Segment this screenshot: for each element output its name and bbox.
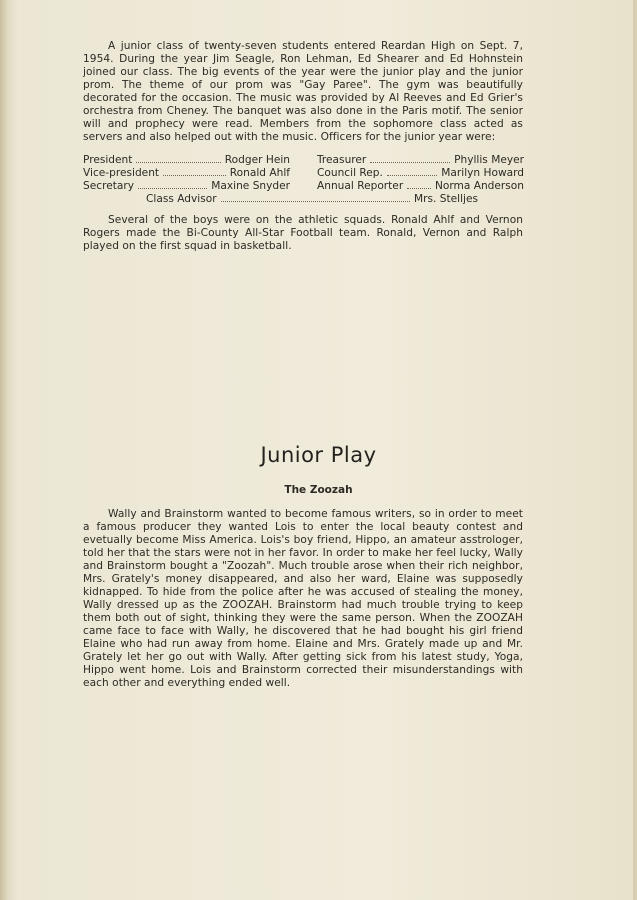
officer-title: Council Rep. bbox=[317, 167, 383, 179]
dot-leader bbox=[407, 179, 431, 189]
athletics-paragraph: Several of the boys were on the athletic squads. Ronald Ahlf and Vernon Rogers made the Bi-County All-Star Football team. Ronald, Vernon and Ralph played on the first squad in basketball. bbox=[83, 214, 523, 252]
officer-title: Vice-president bbox=[83, 167, 160, 179]
officer-name: Norma Anderson bbox=[434, 180, 524, 192]
officer-annual-reporter bbox=[317, 179, 524, 193]
officer-vice-president bbox=[83, 166, 290, 180]
officer-title: President bbox=[83, 154, 133, 166]
dot-leader bbox=[387, 166, 437, 176]
junior-play-heading: Junior Play bbox=[260, 443, 377, 467]
dot-leader bbox=[221, 192, 410, 202]
officer-title: Annual Reporter bbox=[317, 180, 404, 192]
officer-name: Mrs. Stelljes bbox=[413, 193, 478, 205]
officer-president bbox=[83, 153, 290, 167]
officer-secretary bbox=[83, 179, 290, 193]
officer-name: Ronald Ahlf bbox=[229, 167, 290, 179]
officer-name: Maxine Snyder bbox=[211, 180, 290, 192]
officer-name: Marilyn Howard bbox=[441, 167, 524, 179]
officer-title: Secretary bbox=[83, 180, 134, 192]
dot-leader bbox=[370, 153, 450, 163]
officer-name: Rodger Hein bbox=[224, 154, 290, 166]
officer-treasurer bbox=[317, 153, 524, 167]
dot-leader bbox=[136, 153, 220, 163]
officer-title: Class Advisor bbox=[146, 193, 217, 205]
play-subtitle: The Zoozah bbox=[284, 484, 353, 496]
dot-leader bbox=[163, 166, 226, 176]
play-synopsis-paragraph: Wally and Brainstorm wanted to become famous writers, so in order to meet a famous producer they wanted Lois to enter the local beauty contest and evetually become Miss America. Lois's boy friend, Hippo, an amateur asstrologer, told her that the stars were not in her favor. In order to make her feel lucky, Wally and Brainstorm bought a "Zoozah". Much trouble arose when their rich neighbor, Mrs. Grately's money disappeared, and also her ward, Elaine was supposedly kidnapped. To hide from the police after he was accused of stealing the money, Wally dressed up as the ZOOZAH. Brainstorm had much trouble trying to keep them both out of sight, thinking they were the same person. When the ZOOZAH came face to face with Wally, he discovered that he had bought his girl friend Elaine who had run away from home. Elaine and Mrs. Grately made up and Mr. Grately let her go out with Wally. After getting sick from his latest study, Yoga, Hippo went home. Lois and Brainstorm corrected their misunderstandings with each other and everything ended well. bbox=[83, 508, 523, 689]
dot-leader bbox=[138, 179, 207, 189]
officer-name: Phyllis Meyer bbox=[454, 154, 524, 166]
class-advisor bbox=[146, 192, 478, 206]
officer-title: Treasurer bbox=[317, 154, 367, 166]
officer-council-rep bbox=[317, 166, 524, 180]
junior-class-intro-paragraph: A junior class of twenty-seven students entered Reardan High on Sept. 7, 1954. During the year Jim Seagle, Ron Lehman, Ed Shearer and Ed Hohnstein joined our class. The big events of the year were the junior play and the junior prom. The theme of our prom was "Gay Paree". The gym was beautifully decorated for the occasion. The music was provided by Al Reeves and Ed Grier's orchestra from Cheney. The banquet was also done in the Paris motif. The senior will and prophecy were read. Members from the sophomore class acted as servers and also helped out with the music. Officers for the junior year were: bbox=[83, 40, 523, 143]
